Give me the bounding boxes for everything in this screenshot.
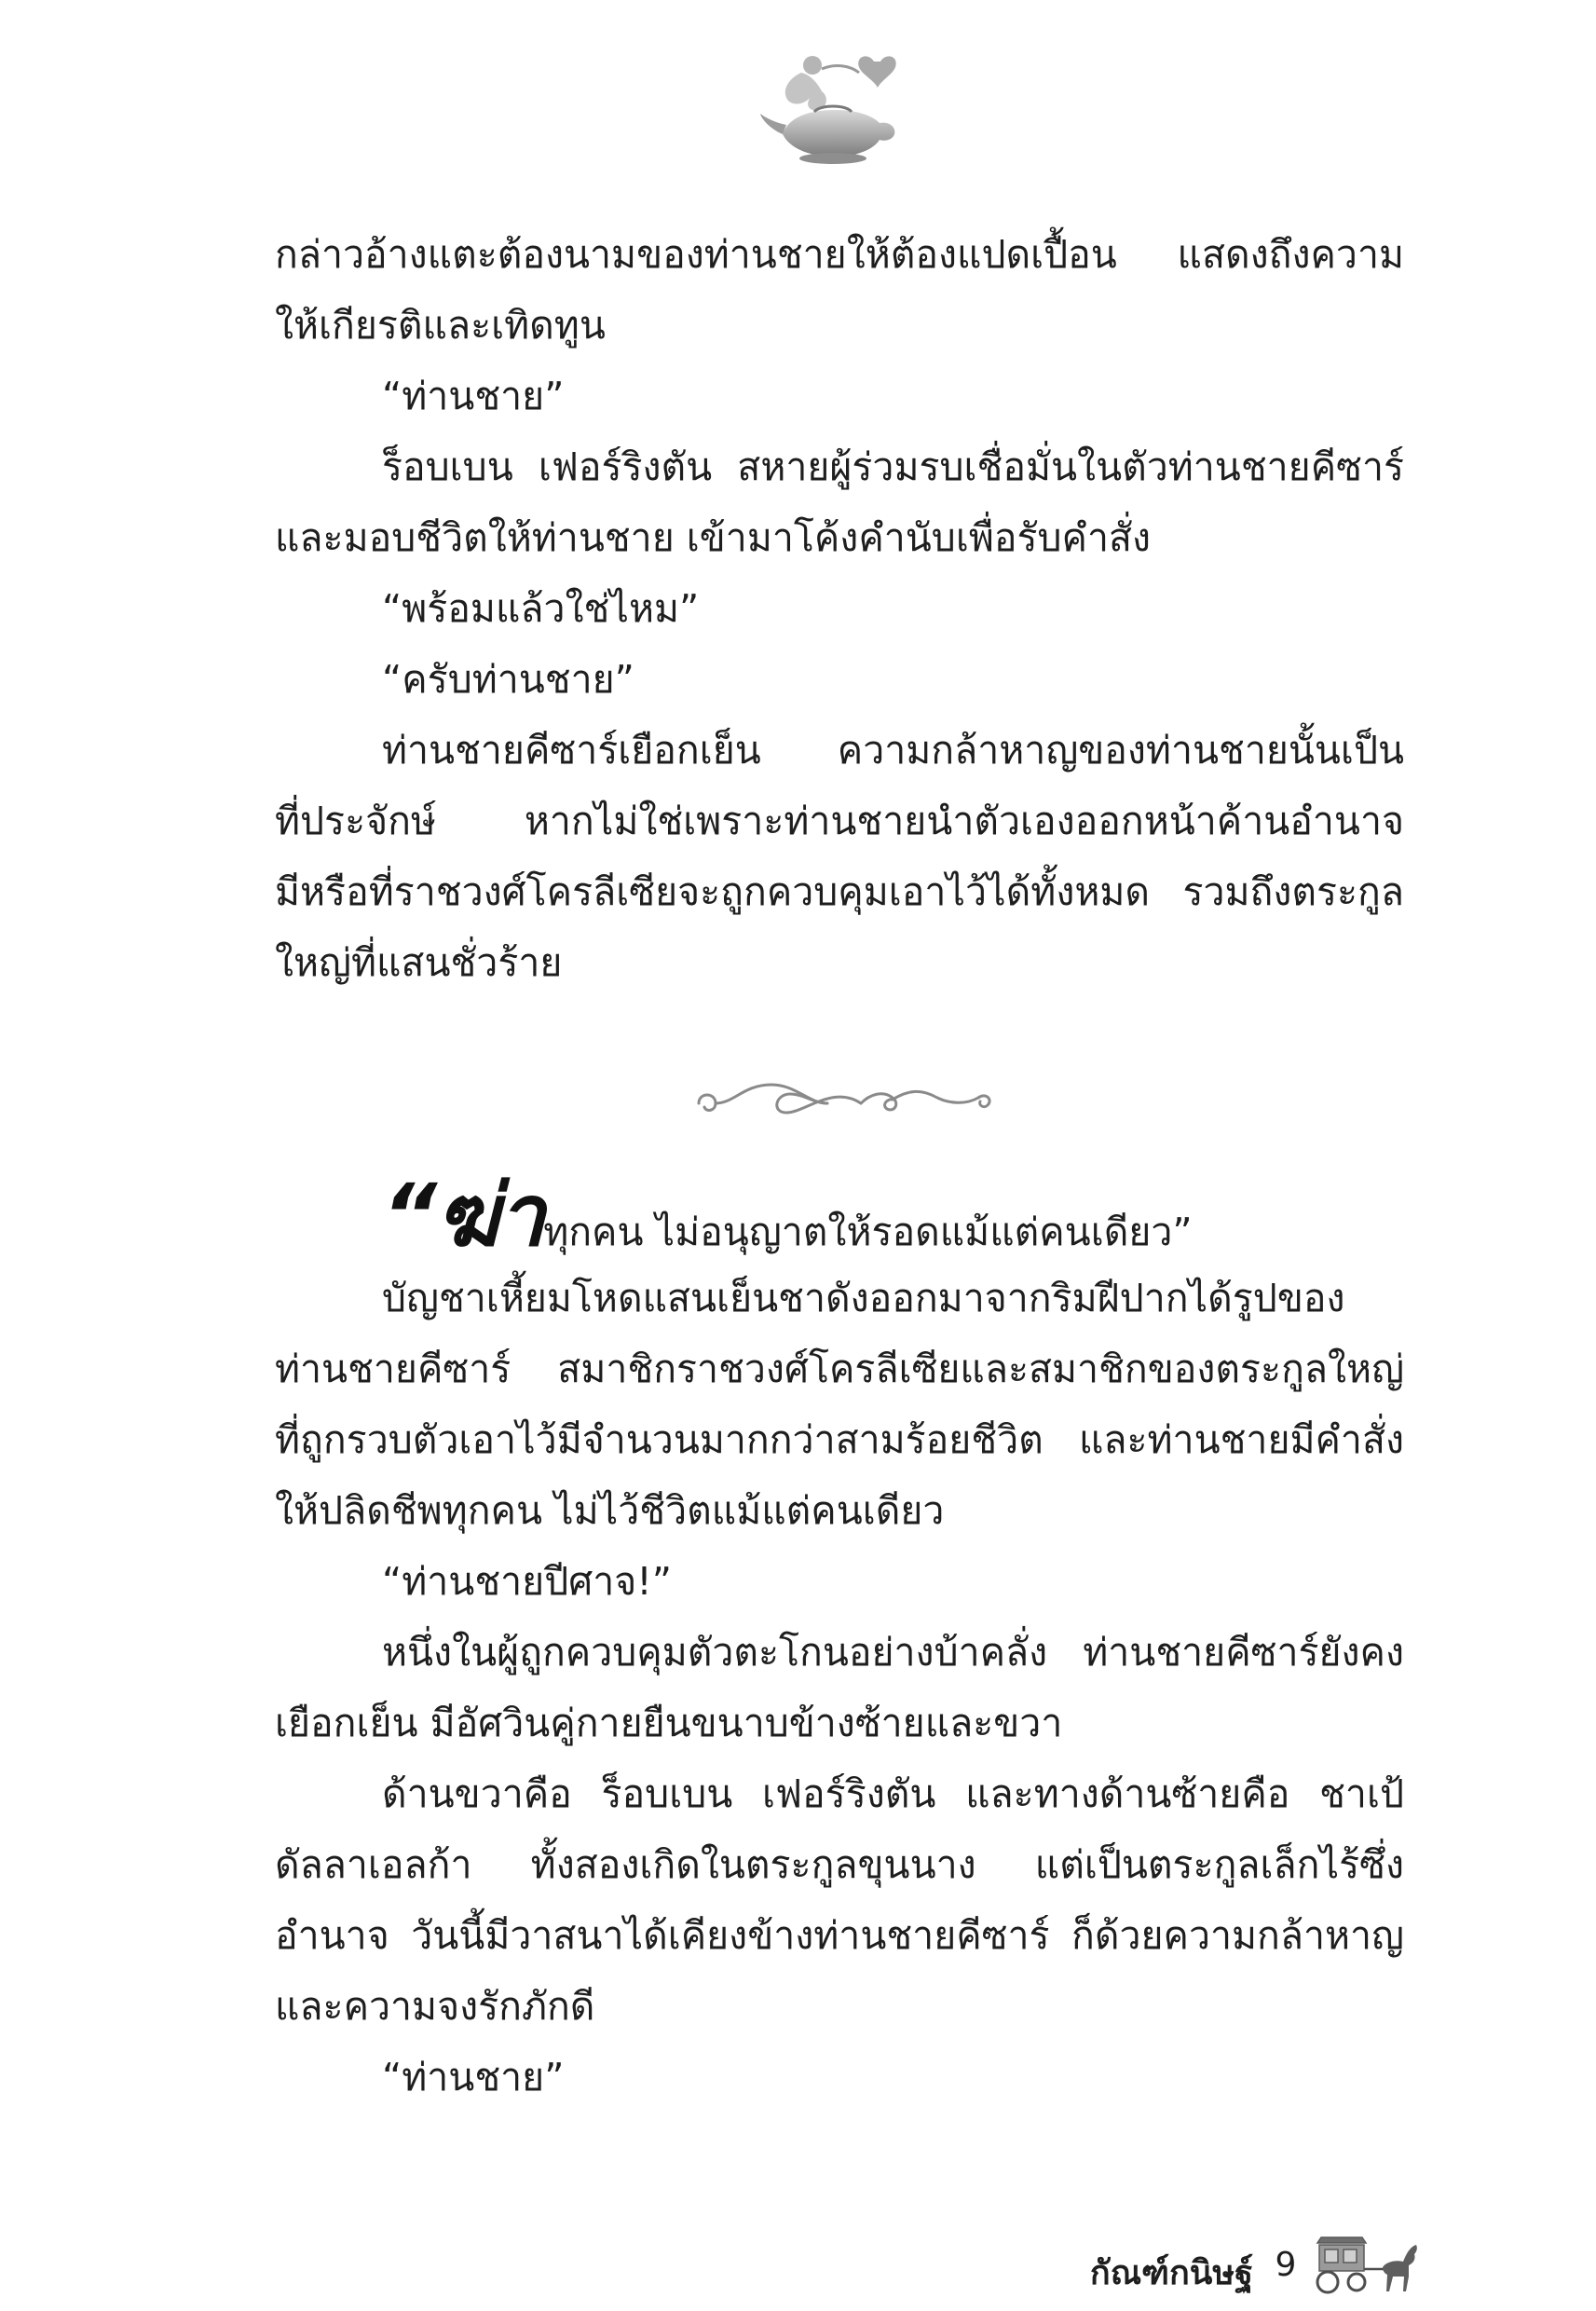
genie-lamp-cupid-icon xyxy=(755,45,904,166)
text-line: ท่านชายคีซาร์ สมาชิกราชวงศ์โครลีเซียและสมาชิกของตระกูลใหญ่ xyxy=(275,1347,1404,1391)
text-line: และมอบชีวิตให้ท่านชาย เข้ามาโค้งคำนับเพื่อรับคำสั่ง xyxy=(275,515,1152,560)
paragraph xyxy=(275,1758,1404,2042)
paragraph xyxy=(275,573,1404,644)
paragraph xyxy=(275,1546,1404,1617)
paragraph xyxy=(275,644,1404,715)
paragraph xyxy=(275,1263,1404,1546)
paragraph xyxy=(275,2042,1404,2113)
text-line: ที่ประจักษ์ หากไม่ใช่เพราะท่านชายนำตัวเองออกหน้าค้านอำนาจ xyxy=(275,799,1404,843)
page-number: 9 xyxy=(1275,2246,1297,2284)
footer-book-title: กัณฑ์กนิษฐ์ xyxy=(1089,2254,1253,2292)
text-line: “ท่านชายปีศาจ!” xyxy=(382,1559,672,1604)
text-line: มีหรือที่ราชวงศ์โครลีเซียจะถูกควบคุมเอาไว้ได้ทั้งหมด รวมถึงตระกูล xyxy=(275,869,1404,914)
horse-carriage-icon xyxy=(1314,2232,1421,2297)
text-line: “ท่านชาย” xyxy=(382,2055,565,2099)
text-line: ใหญ่ที่แสนชั่วร้าย xyxy=(275,940,563,985)
opening-line-text: ทุกคน ไม่อนุญาตให้รอดแม้แต่คนเดียว” xyxy=(543,1210,1193,1254)
paragraph xyxy=(275,431,1404,573)
opening-line xyxy=(275,1166,1404,1265)
text-line: “ครับท่านชาย” xyxy=(382,657,634,702)
text-line: กล่าวอ้างแตะต้องนามของท่านชายให้ต้องแปดเปื้อน แสดงถึงความ xyxy=(275,232,1404,277)
paragraph xyxy=(275,361,1404,431)
text-line: ให้เกียรติและเทิดทูน xyxy=(275,303,606,348)
text-line: ท่านชายคีซาร์เยือกเย็น ความกล้าหาญของท่านชายนั้นเป็น xyxy=(382,728,1404,773)
paragraph xyxy=(275,219,1404,361)
text-line: อำนาจ วันนี้มีวาสนาได้เคียงข้างท่านชายคีซาร์ ก็ด้วยความกล้าหาญ xyxy=(275,1913,1404,1958)
paragraph xyxy=(275,1617,1404,1758)
text-line: ให้ปลิดชีพทุกคน ไม่ไว้ชีวิตแม้แต่คนเดียว xyxy=(275,1488,945,1533)
text-line: “ท่านชาย” xyxy=(382,374,565,418)
text-line: เยือกเย็น มีอัศวินคู่กายยืนขนาบข้างซ้ายและขวา xyxy=(275,1701,1063,1745)
paragraph xyxy=(275,715,1404,998)
text-line: ดัลลาเอลก้า ทั้งสองเกิดในตระกูลขุนนาง แต่เป็นตระกูลเล็กไร้ซึ่ง xyxy=(275,1842,1404,1887)
bottom-text xyxy=(275,1166,1404,2113)
text-line: และความจงรักภักดี xyxy=(275,1984,595,2029)
top-text xyxy=(275,219,1404,998)
text-line: ร็อบเบน เฟอร์ริงตัน สหายผู้ร่วมรบเชื่อมั่นในตัวท่านชายคีซาร์ xyxy=(382,444,1404,489)
text-line: “พร้อมแล้วใช่ไหม” xyxy=(382,586,700,631)
drop-word: “ฆ่า xyxy=(382,1166,544,1265)
text-line: บัญชาเหี้ยมโหดแสนเย็นชาดังออกมาจากริมฝีปากได้รูปของ xyxy=(382,1276,1345,1320)
flourish-divider xyxy=(680,1062,1006,1137)
text-line: ที่ถูกรวบตัวเอาไว้มีจำนวนมากกว่าสามร้อยชีวิต และท่านชายมีคำสั่ง xyxy=(275,1417,1404,1462)
text-line: ด้านขวาคือ ร็อบเบน เฟอร์ริงตัน และทางด้านซ้ายคือ ชาเป้ xyxy=(382,1771,1404,1816)
text-line: หนึ่งในผู้ถูกควบคุมตัวตะโกนอย่างบ้าคลั่ง ท่านชายคีซาร์ยังคง xyxy=(382,1630,1404,1675)
